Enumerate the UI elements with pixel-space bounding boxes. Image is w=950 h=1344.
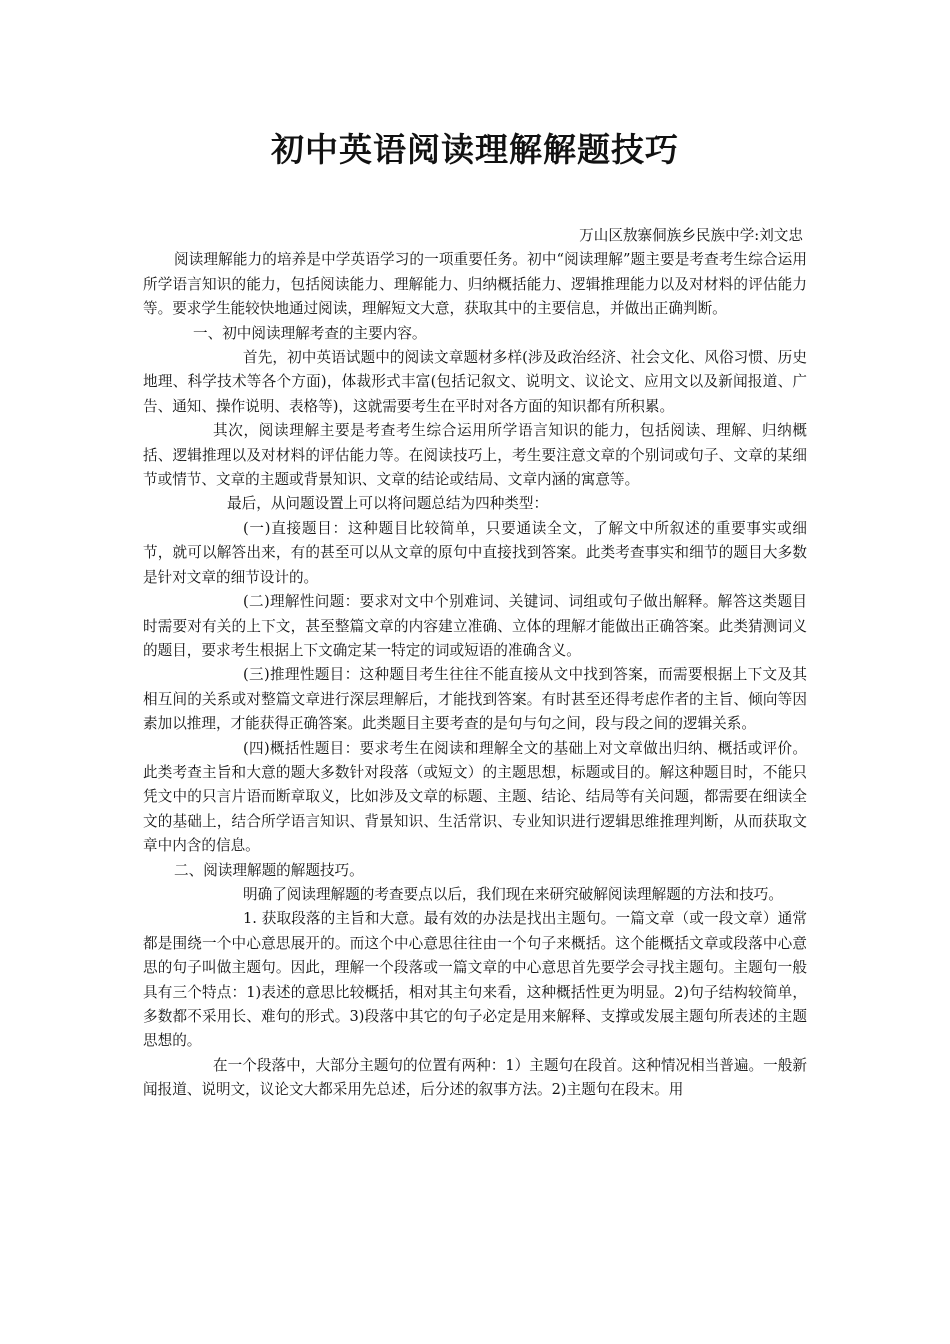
document-title: 初中英语阅读理解解题技巧	[271, 130, 679, 169]
paragraph-main-idea: 1. 获取段落的主旨和大意。最有效的办法是找出主题句。一篇文章（或一段文章）通常都是围绕一个中心意思展开的。而这个中心意思往往由一个句子来概括。这个能概括文章或段落中心意思的句子叫做主题句。因此，理解一个段落或一篇文章的中心意思首先要学会寻找主题句。主题句一般具有三个特点：1)表述的意思比较概括，相对其主句来看，这种概括性更为明显。2)句子结构较简单，多数都不采用长、难句的形式。3)段落中其它的句子必定是用来解释、支撑或发展主题句所表述的主题思想的。	[143, 910, 807, 1050]
author-line: 万山区敖寨侗族乡民族中学:刘文忠	[579, 227, 803, 244]
question-type-3: (三)推理性题目：这种题目考生往往不能直接从文中找到答案，而需要根据上下文及其相互间的关系或对整篇文章进行深层理解后，才能找到答案。有时甚至还得考虑作者的主旨、倾向等因素加以推理，才能获得正确答案。此类题目主要考查的是句与句之间，段与段之间的逻辑关系。	[143, 666, 807, 733]
paragraph-finally: 最后，从问题设置上可以将问题总结为四种类型：	[227, 495, 549, 513]
paragraph-first: 首先，初中英语试题中的阅读文章题材多样(涉及政治经济、社会文化、风俗习惯、历史地理、科学技术等各个方面)，体裁形式丰富(包括记叙文、说明文、议论文、应用文以及新闻报道、广告、通知、操作说明、表格等)，这就需要考生在平时对各方面的知识都有所积累。	[143, 349, 807, 415]
question-type-4: (四)概括性题目：要求考生在阅读和理解全文的基础上对文章做出归纳、概括或评价。此类考查主旨和大意的题大多数针对段落（或短文）的主题思想，标题或目的。解这种题目时，不能只凭文中的只言片语而断章取义，比如涉及文章的标题、主题、结论、结局等有关问题，都需要在细读全文的基础上，结合所学语言知识、背景知识、生活常识、专业知识进行逻辑思维推理判断，从而获取文章中内含的信息。	[143, 739, 807, 855]
paragraph-topic-position: 在一个段落中，大部分主题句的位置有两种：1）主题句在段首。这种情况相当普遍。一般新闻报道、说明文，议论文大都采用先总述，后分述的叙事方法。2)主题句在段末。用	[143, 1056, 807, 1099]
document-body	[143, 224, 807, 1103]
question-type-2: (二)理解性问题：要求对文中个别难词、关键词、词组或句子做出解释。解答这类题目时需要对有关的上下文，甚至整篇文章的内容建立准确、立体的理解才能做出正确答案。此类猜测词义的题目，要求考生根据上下文确定某一特定的词或短语的准确含义。	[143, 593, 807, 659]
paragraph-second: 其次，阅读理解主要是考查考生综合运用所学语言知识的能力，包括阅读、理解、归纳概括、逻辑推理以及对材料的评估能力等。在阅读技巧上，考生要注意文章的个别词或句子、文章的某细节或情节、文章的主题或背景知识、文章的结论或结局、文章内涵的寓意等。	[143, 422, 807, 489]
question-type-1: (一)直接题目：这种题目比较简单，只要通读全文，了解文中所叙述的重要事实或细节，就可以解答出来，有的甚至可以从文章的原句中直接找到答案。此类考查事实和细节的题目大多数是针对文章的细节设计的。	[143, 519, 807, 586]
section-heading-2: 二、阅读理解题的解题技巧。	[174, 861, 364, 879]
paragraph-methods: 明确了阅读理解题的考查要点以后，我们现在来研究破解阅读理解题的方法和技巧。	[243, 885, 783, 903]
section-heading-1: 一、初中阅读理解考查的主要内容。	[193, 324, 427, 342]
intro-paragraph: 阅读理解能力的培养是中学英语学习的一项重要任务。初中“阅读理解”题主要是考查考生综合运用所学语言知识的能力，包括阅读能力、理解能力、归纳概括能力、逻辑推理能力以及对材料的评估能力等。要求学生能较快地通过阅读，理解短文大意，获取其中的主要信息，并做出正确判断。	[143, 251, 807, 318]
